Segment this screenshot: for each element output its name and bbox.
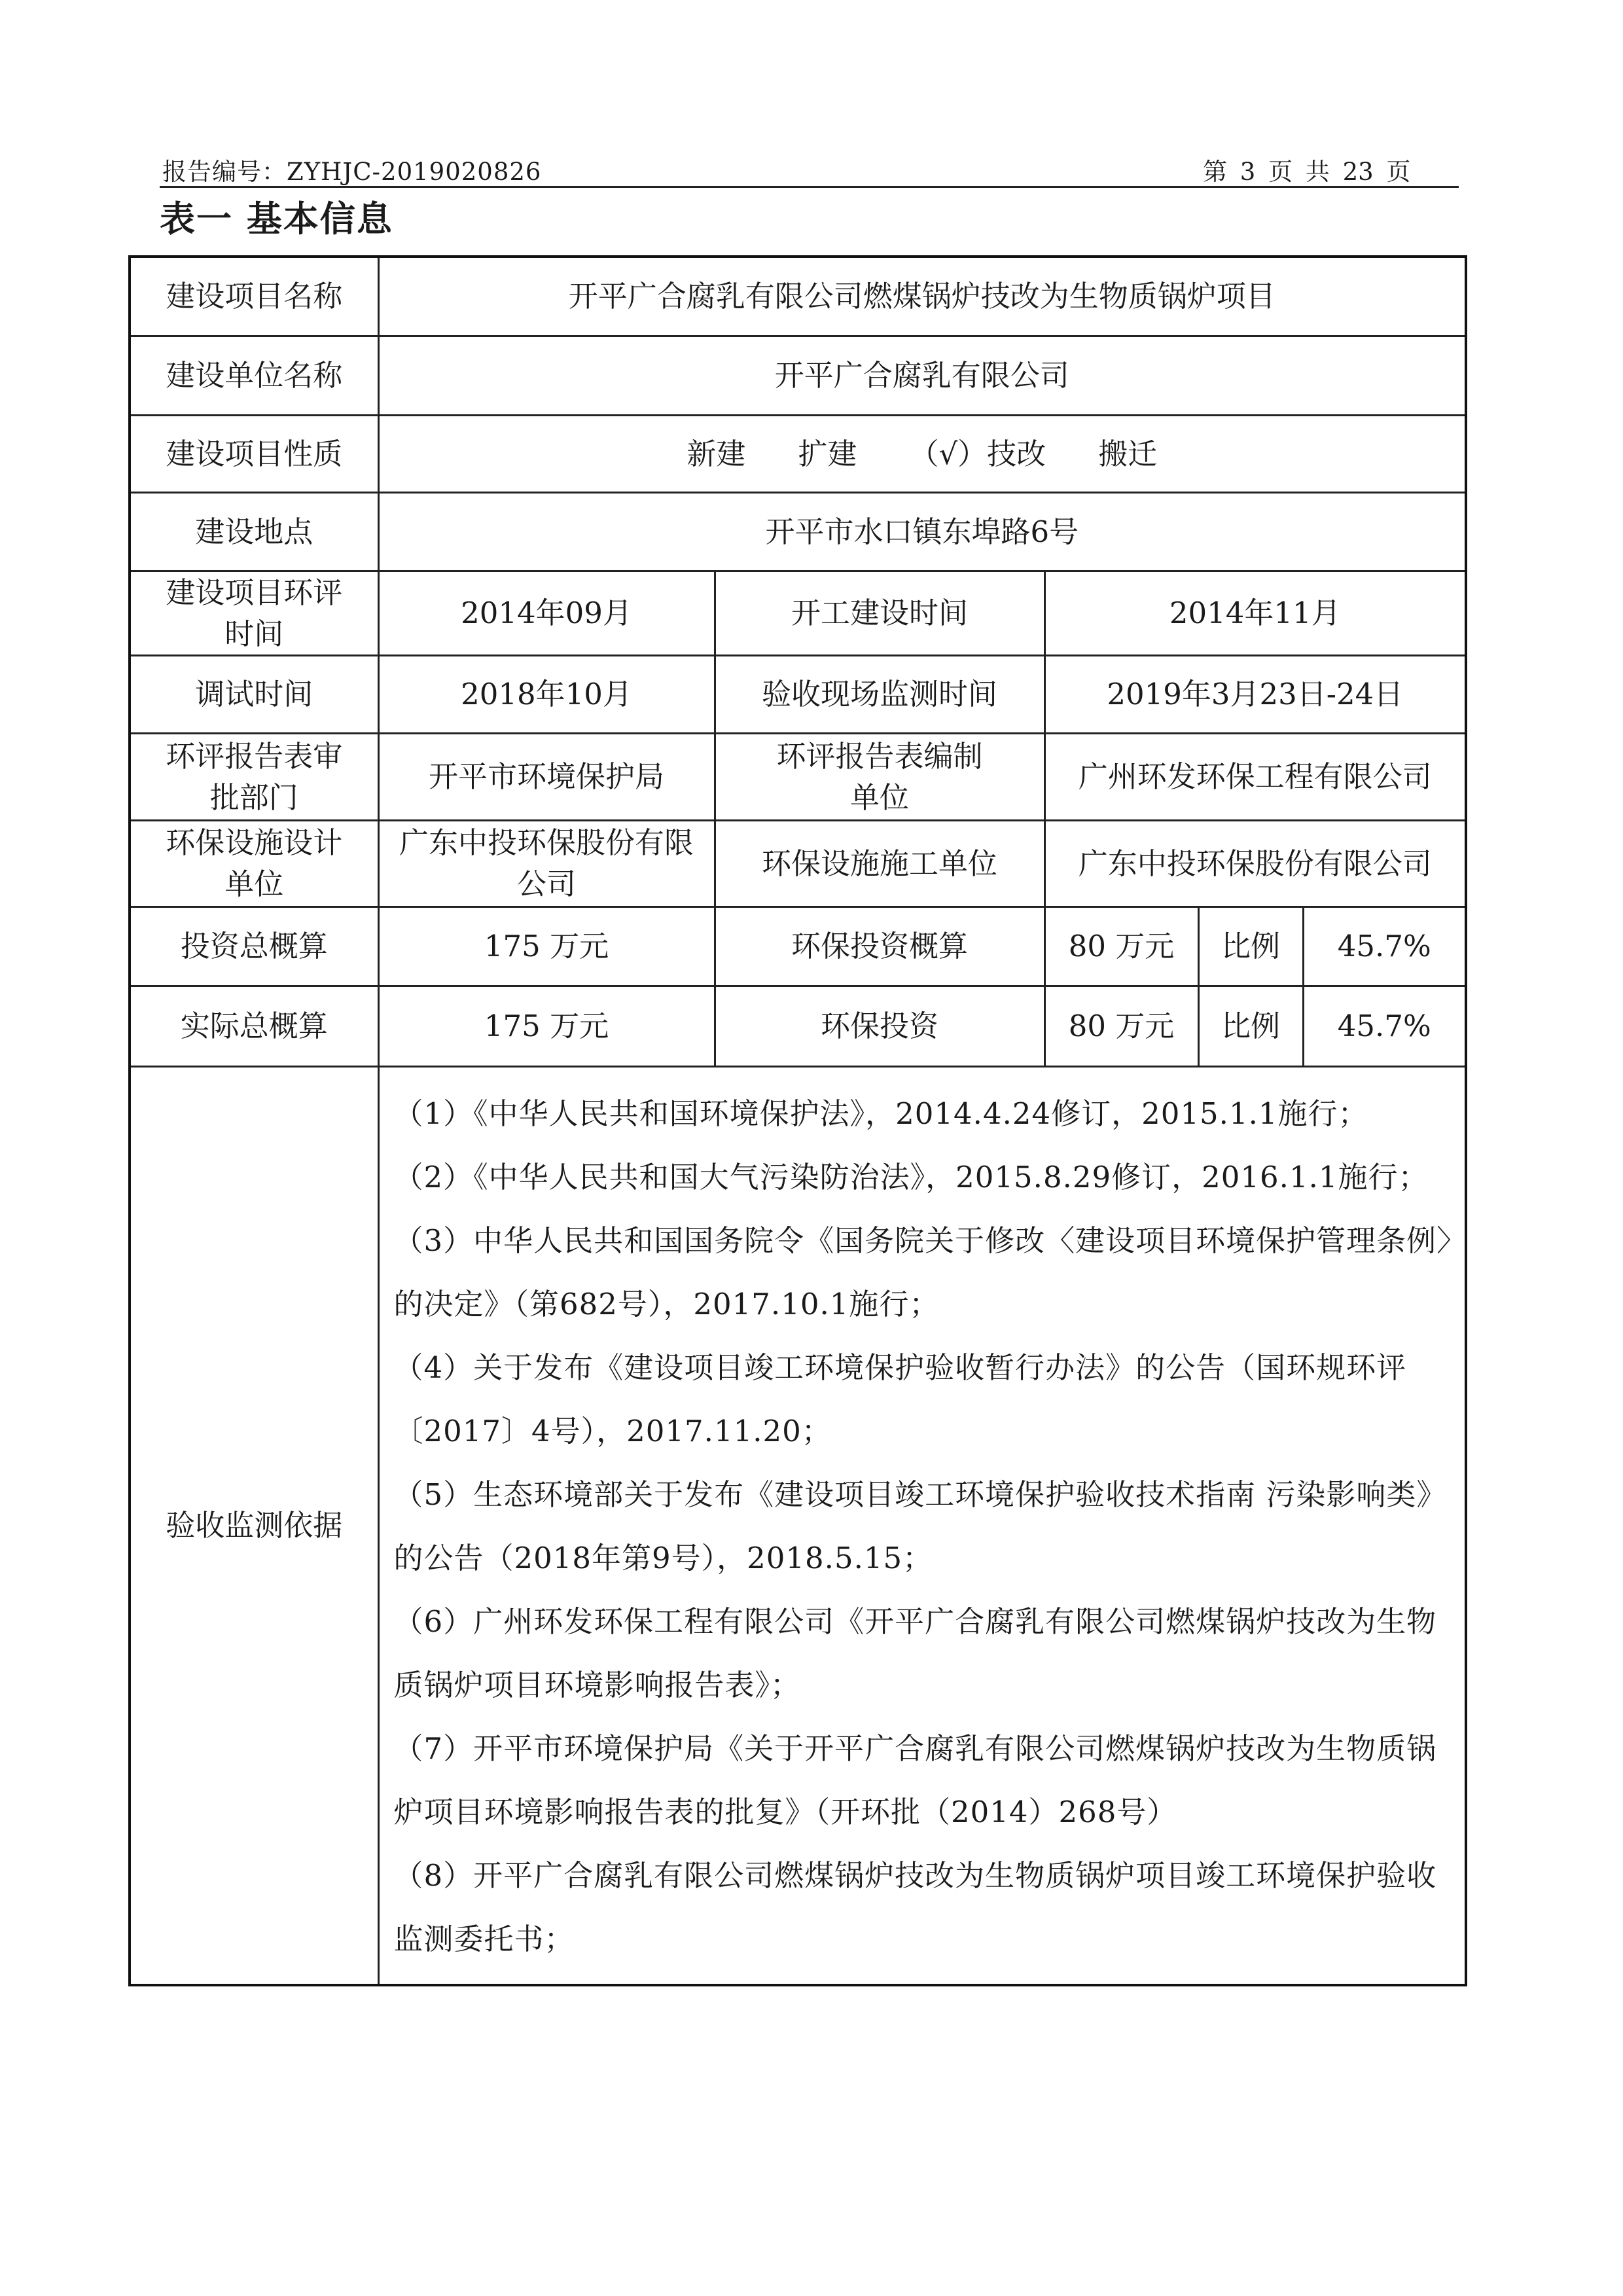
row-debug-time — [130, 655, 1466, 733]
compile-unit-value: 广州环发环保工程有限公司 — [1044, 733, 1466, 820]
nature-option-tech: （√）技改 — [909, 436, 1046, 471]
page-info: 第 3 页 共 23 页 — [1203, 158, 1411, 186]
basis-item: （2）《中华人民共和国大气污染防治法》，2015.8.29修订，2016.1.1施行； — [393, 1159, 1429, 1194]
eia-time-label: 建设项目环评时间 — [130, 571, 378, 655]
debug-time-label: 调试时间 — [130, 655, 378, 733]
budget-env-value: 80 万元 — [1044, 906, 1198, 986]
section-title: 表一 基本信息 — [160, 198, 393, 240]
eia-time-value: 2014年09月 — [378, 571, 715, 655]
actual-total-value: 175 万元 — [378, 986, 715, 1066]
nature-option-expand: 扩建 — [798, 436, 857, 471]
basis-list — [378, 1066, 1466, 1985]
basis-item: （4）关于发布《建设项目竣工环境保护验收暂行办法》的公告（国环规环评〔2017〕4号），2017.11.20； — [393, 1350, 1407, 1448]
basis-label: 验收监测依据 — [130, 1066, 378, 1985]
debug-time-value: 2018年10月 — [378, 655, 715, 733]
facility-build-label: 环保设施施工单位 — [715, 820, 1044, 906]
nature-label: 建设项目性质 — [130, 415, 378, 492]
basis-item: （5）生态环境部关于发布《建设项目竣工环境保护验收技术指南 污染影响类》的公告（2018年第9号），2018.5.15； — [393, 1477, 1447, 1575]
row-project-name — [130, 257, 1466, 336]
compile-unit-label: 环评报告表编制单位 — [715, 733, 1044, 820]
facility-design-label: 环保设施设计单位 — [130, 820, 378, 906]
location-value: 开平市水口镇东埠路6号 — [378, 492, 1466, 571]
row-facility — [130, 820, 1466, 906]
facility-build-value: 广东中投环保股份有限公司 — [1044, 820, 1466, 906]
nature-option-move: 搬迁 — [1098, 436, 1158, 471]
report-number: 报告编号：ZYHJC-2019020826 — [162, 158, 542, 186]
budget-total-label: 投资总概算 — [130, 906, 378, 986]
budget-ratio-label: 比例 — [1198, 906, 1303, 986]
actual-env-value: 80 万元 — [1044, 986, 1198, 1066]
nature-options — [378, 415, 1466, 492]
row-approval — [130, 733, 1466, 820]
row-unit-name — [130, 336, 1466, 415]
budget-ratio-value: 45.7% — [1303, 906, 1466, 986]
start-time-label: 开工建设时间 — [715, 571, 1044, 655]
basis-item: （8）开平广合腐乳有限公司燃煤锅炉技改为生物质锅炉项目竣工环境保护验收监测委托书； — [393, 1857, 1437, 1956]
row-budget — [130, 906, 1466, 986]
budget-total-value: 175 万元 — [378, 906, 715, 986]
facility-design-value: 广东中投环保股份有限公司 — [378, 820, 715, 906]
location-label: 建设地点 — [130, 492, 378, 571]
project-name-label: 建设项目名称 — [130, 257, 378, 336]
unit-name-label: 建设单位名称 — [130, 336, 378, 415]
header-divider — [160, 186, 1459, 188]
basis-item: （3）中华人民共和国国务院令《国务院关于修改〈建设项目环境保护管理条例〉的决定》（第682号），2017.10.1施行； — [393, 1223, 1452, 1321]
basis-item: （7）开平市环境保护局《关于开平广合腐乳有限公司燃煤锅炉技改为生物质锅炉项目环境影响报告表的批复》（开环批（2014）268号） — [393, 1731, 1437, 1829]
actual-env-label: 环保投资 — [715, 986, 1044, 1066]
row-location — [130, 492, 1466, 571]
row-nature — [130, 415, 1466, 492]
project-name-value: 开平广合腐乳有限公司燃煤锅炉技改为生物质锅炉项目 — [378, 257, 1466, 336]
nature-option-new: 新建 — [687, 436, 746, 471]
basis-item: （1）《中华人民共和国环境保护法》，2014.4.24修订，2015.1.1施行； — [393, 1096, 1368, 1131]
unit-name-value: 开平广合腐乳有限公司 — [378, 336, 1466, 415]
row-eia-time — [130, 571, 1466, 655]
approval-dept-label: 环评报告表审批部门 — [130, 733, 378, 820]
actual-ratio-value: 45.7% — [1303, 986, 1466, 1066]
basic-info-table — [128, 255, 1467, 1986]
row-actual — [130, 986, 1466, 1066]
monitor-time-value: 2019年3月23日-24日 — [1044, 655, 1466, 733]
basis-item: （6）广州环发环保工程有限公司《开平广合腐乳有限公司燃煤锅炉技改为生物质锅炉项目环境影响报告表》； — [393, 1604, 1437, 1702]
budget-env-label: 环保投资概算 — [715, 906, 1044, 986]
start-time-value: 2014年11月 — [1044, 571, 1466, 655]
approval-dept-value: 开平市环境保护局 — [378, 733, 715, 820]
row-basis — [130, 1066, 1466, 1985]
actual-total-label: 实际总概算 — [130, 986, 378, 1066]
monitor-time-label: 验收现场监测时间 — [715, 655, 1044, 733]
actual-ratio-label: 比例 — [1198, 986, 1303, 1066]
